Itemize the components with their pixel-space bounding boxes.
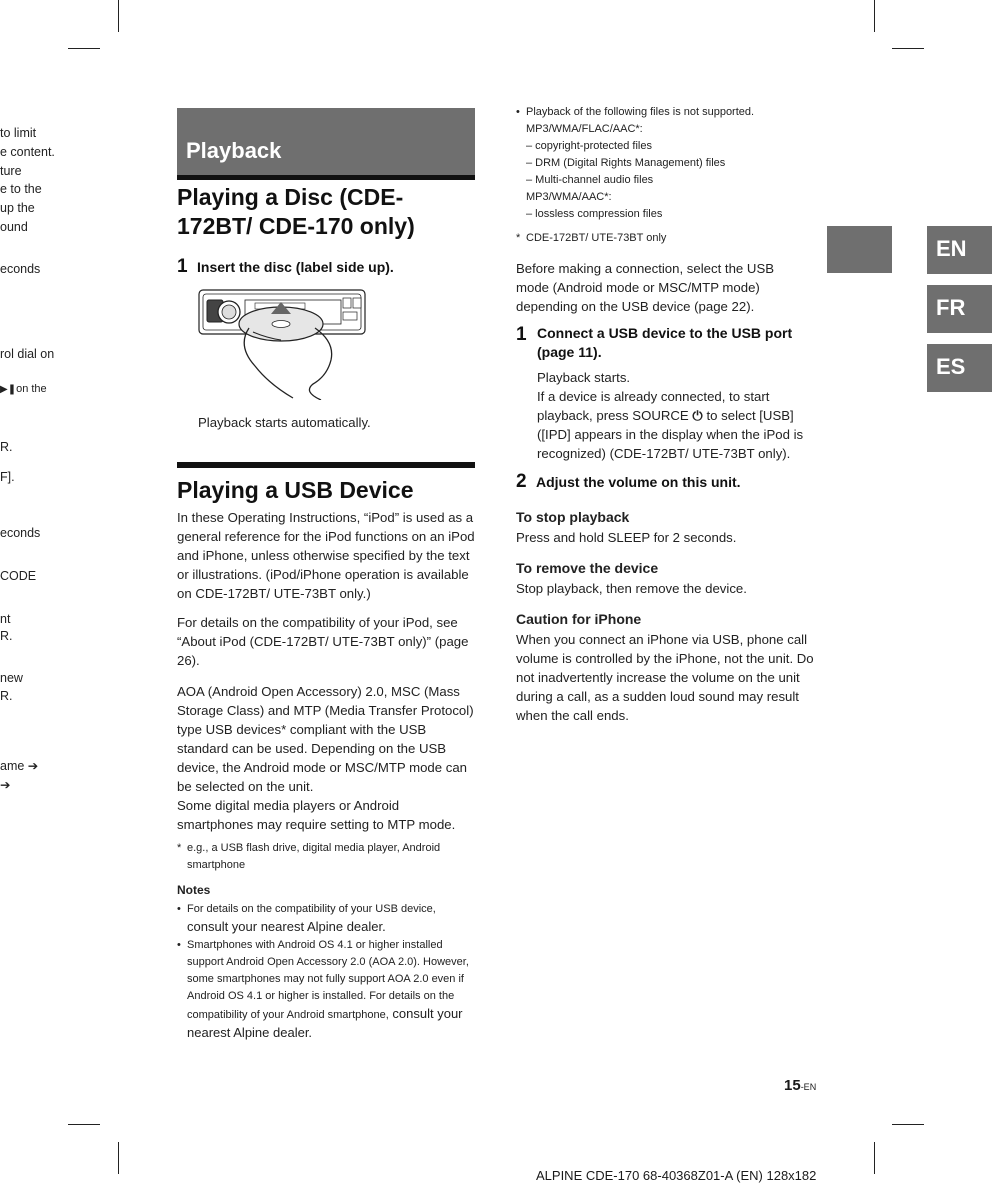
caution-text: When you connect an iPhone via USB, phone call volume is controlled by the iPhone, not the unit. Do not inadvertently increase the volume on the unit during a call, as a sudden loud sound may result when the call ends. <box>516 632 814 723</box>
crop-mark <box>892 1124 924 1125</box>
crop-mark <box>874 0 875 32</box>
usb-step-1-body: Playback starts. If a device is already connected, to start playback, press SOURCE ⏻ to select [USB] ([IPD] appears in the display when the iPod is recognized) (CDE-172BT/ UTE-73BT only). <box>537 370 804 461</box>
disc-heading: Playing a Disc (CDE-172BT/ CDE-170 only) <box>177 184 415 239</box>
crop-mark <box>892 48 924 49</box>
crop-mark <box>118 0 119 32</box>
section-header <box>177 108 475 180</box>
page-number: 15-EN <box>784 1077 817 1094</box>
note-item: • For details on the compatibility of your USB device, consult your nearest Alpine dealer. <box>177 901 477 937</box>
usb-heading: Playing a USB Device <box>177 477 414 503</box>
usb-footnote: * e.g., a USB flash drive, digital media player, Android smartphone <box>177 842 441 871</box>
asterisk-note: * CDE-172BT/ UTE-73BT only <box>516 232 667 244</box>
tab-fr[interactable]: FR <box>927 285 992 333</box>
notes-title: Notes <box>177 883 211 897</box>
stop-playback-title: To stop playback <box>516 509 630 525</box>
remove-device-title: To remove the device <box>516 560 659 576</box>
unsupported-files-list: • Playback of the following files is not supported. MP3/WMA/FLAC/AAC*: – copyright-protected files – DRM (Digital Rights Management) files – Multi-channel audio files MP3/WMA/AAC*: – lossless compression files <box>516 104 816 223</box>
ipod-compat-paragraph: For details on the compatibility of your iPod, see “About iPod (CDE-172BT/ UTE-73BT only)” (page 26). <box>177 615 469 668</box>
caution-title: Caution for iPhone <box>516 611 642 627</box>
section-title: Playback <box>186 138 282 163</box>
crop-mark <box>68 1124 100 1125</box>
usb-intro-paragraph: In these Operating Instructions, “iPod” is used as a general reference for the iPod functions on an iPod and iPhone, unless otherwise specified by the text or illustrations. (iPod/iPhone operation is available on CDE-172BT/ UTE-73BT only.) <box>177 510 475 601</box>
note-item: • Smartphones with Android OS 4.1 or higher installed support Android Open Accessory 2.0 (AOA 2.0). However, some smartphones may not fully support AOA 2.0 even if Android OS 4.1 or higher is installed. For details on the compatibility of your Android smartphone, consult your nearest Alpine dealer. <box>177 937 477 1043</box>
power-icon: ⏻ <box>688 408 703 423</box>
print-footer: ALPINE CDE-170 68-40368Z01-A (EN) 128x182 <box>536 1168 817 1183</box>
section-rule <box>177 462 475 468</box>
disc-result-text: Playback starts automatically. <box>198 415 371 430</box>
crop-mark <box>68 48 100 49</box>
tab-en[interactable]: EN <box>927 226 992 274</box>
before-connection-paragraph: Before making a connection, select the USB mode (Android mode or MSC/MTP mode) depending on the USB device (page 22). <box>516 261 775 314</box>
notes-list <box>177 901 477 1043</box>
disc-step-1: 1 Insert the disc (label side up). <box>177 256 394 277</box>
crop-mark <box>874 1142 875 1174</box>
usb-step-1: 1 Connect a USB device to the USB port (page 11). <box>516 324 793 360</box>
current-language-marker <box>827 226 892 273</box>
stop-playback-text: Press and hold SLEEP for 2 seconds. <box>516 530 737 545</box>
remove-device-text: Stop playback, then remove the device. <box>516 581 747 596</box>
disc-insert-illustration <box>197 288 369 400</box>
usb-step-2: 2 Adjust the volume on this unit. <box>516 471 741 492</box>
usb-devices-paragraph: AOA (Android Open Accessory) 2.0, MSC (Mass Storage Class) and MTP (Media Transfer Protocol) type USB devices* compliant with the USB standard can be used. Depending on the USB device, the Android mode or MSC/MTP mode can be selected on the unit. Some digital media players or Android smartphones may require setting to MTP mode. <box>177 684 474 832</box>
crop-mark <box>118 1142 119 1174</box>
tab-es[interactable]: ES <box>927 344 992 392</box>
